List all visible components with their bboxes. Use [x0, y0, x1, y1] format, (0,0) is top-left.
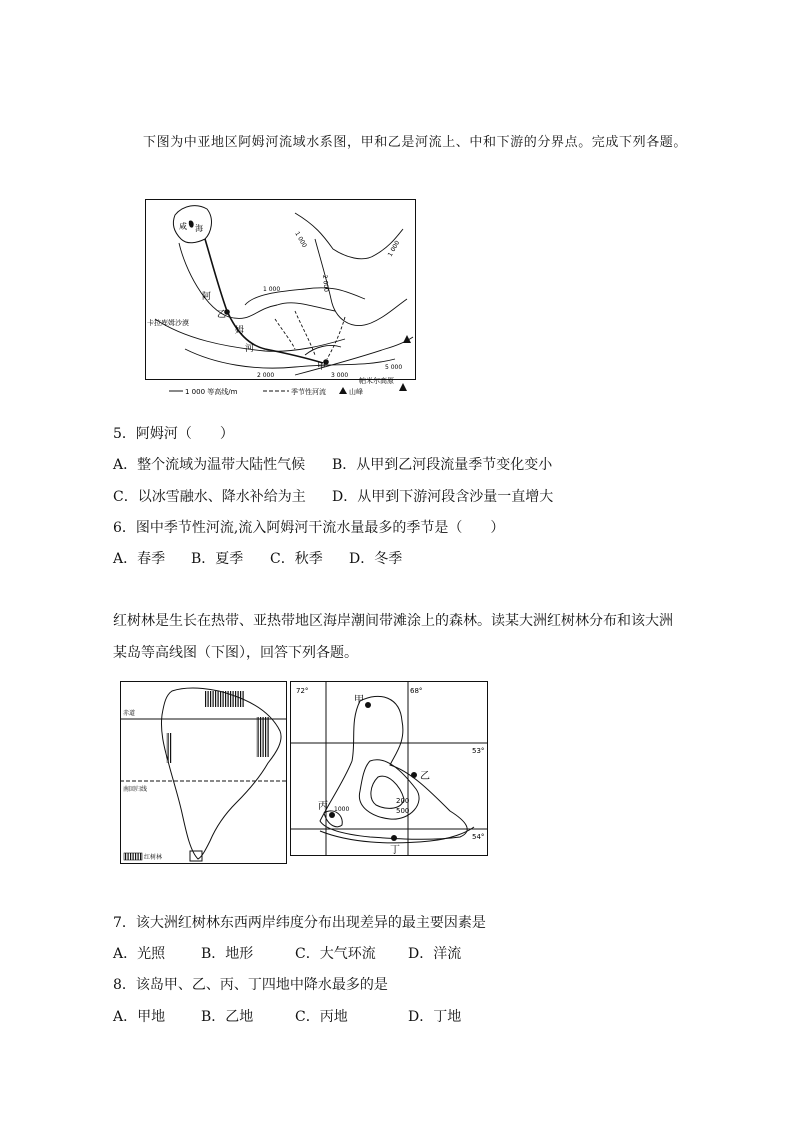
equator-label: 赤道	[123, 710, 136, 717]
q7-option-c: C．大气环流	[295, 946, 376, 962]
label-lat54: 54°	[472, 833, 485, 841]
label-jia: 甲	[354, 695, 364, 706]
legend-seasonal: 季节性河流	[291, 388, 326, 395]
q6-option-b: B．夏季	[191, 551, 244, 567]
south-america-map	[120, 681, 287, 864]
peak-icon-2	[399, 383, 407, 391]
legend-mangrove-swatch	[124, 853, 142, 860]
q5-stem: 5．阿姆河（ ）	[113, 426, 234, 442]
label-3000: 3 000	[331, 372, 349, 379]
label-bing: 丙	[318, 801, 328, 812]
q5-option-a: A．整个流域为温带大陆性气候	[113, 457, 306, 473]
q6-option-c: C．秋季	[270, 551, 323, 567]
label-1000a: 1 000	[293, 230, 308, 249]
legend-contour: 1 000 等高线/m	[185, 388, 238, 395]
label-yi: 乙	[420, 771, 430, 782]
label-500: 500	[396, 807, 410, 815]
intro-text-2b: 某岛等高线图（下图），回答下列各题。	[113, 645, 358, 661]
q8-option-c: C．丙地	[295, 1009, 348, 1025]
label-1000b: 1 000	[386, 239, 402, 258]
q5-option-b: B．从甲到乙河段流量季节变化变小	[332, 457, 553, 473]
label-desert: 卡拉库姆沙漠	[147, 319, 189, 327]
label-river3: 河	[245, 344, 255, 354]
mangrove-north-patch	[204, 691, 244, 707]
label-sea2: 海	[195, 224, 203, 233]
mangrove-west-patch	[166, 733, 172, 763]
island-contour-map	[290, 681, 488, 856]
label-yi: 乙	[217, 310, 227, 320]
q8-option-b: B．乙地	[201, 1009, 254, 1025]
label-200: 200	[396, 797, 410, 805]
label-river1: 阿	[202, 292, 212, 302]
q6-stem: 6．图中季节性河流,流入阿姆河干流水量最多的季节是（ ）	[113, 520, 505, 536]
point-ding-marker	[391, 835, 397, 841]
q6-option-d: D．冬季	[349, 551, 403, 567]
label-plateau: 帕米尔高原	[359, 377, 394, 385]
point-yi-marker	[411, 772, 417, 778]
label-1000c: 1 000	[263, 286, 281, 293]
label-1000: 1000	[334, 806, 350, 813]
label-sea1: 咸	[179, 222, 187, 231]
label-5000: 5 000	[385, 364, 403, 371]
legend-peak-icon	[339, 387, 347, 394]
q6-option-a: A．春季	[113, 551, 166, 567]
q7-option-b: B．地形	[201, 946, 254, 962]
legend-mangrove-label: 红树林	[144, 854, 163, 861]
q8-option-d: D．丁地	[408, 1009, 462, 1025]
label-lon72: 72°	[296, 687, 309, 695]
mangrove-east-patch	[256, 717, 270, 757]
intro-text-1: 下图为中亚地区阿姆河流域水系图，甲和乙是河流上、中和下游的分界点。完成下列各题。	[143, 135, 688, 150]
q7-option-a: A．光照	[113, 946, 166, 962]
legend-peak: 山峰	[349, 388, 363, 395]
label-lat53: 53°	[472, 747, 485, 755]
q5-option-c: C．以冰雪融水、降水补给为主	[113, 489, 306, 505]
label-ding: 丁	[390, 845, 400, 856]
intro-text-2a: 红树林是生长在热带、亚热带地区海岸潮间带滩涂上的森林。读某大洲红树林分布和该大洲	[113, 613, 673, 629]
label-2000b: 2 000	[257, 372, 275, 379]
q7-stem: 7．该大洲红树林东西两岸纬度分布出现差异的最主要因素是	[113, 915, 486, 931]
q8-option-a: A．甲地	[113, 1009, 166, 1025]
label-river2: 姆	[235, 326, 245, 336]
point-jia-marker	[365, 702, 371, 708]
tropic-label: 南回归线	[123, 786, 148, 793]
q8-stem: 8．该岛甲、乙、丙、丁四地中降水最多的是	[113, 977, 388, 993]
label-jia: 甲	[317, 362, 327, 372]
q5-option-d: D．从甲到下游河段含沙量一直增大	[332, 489, 554, 505]
q7-option-d: D．洋流	[408, 946, 462, 962]
label-2000a: 2 000	[321, 274, 330, 293]
amu-darya-map	[145, 199, 416, 395]
label-lon68: 68°	[410, 687, 423, 695]
